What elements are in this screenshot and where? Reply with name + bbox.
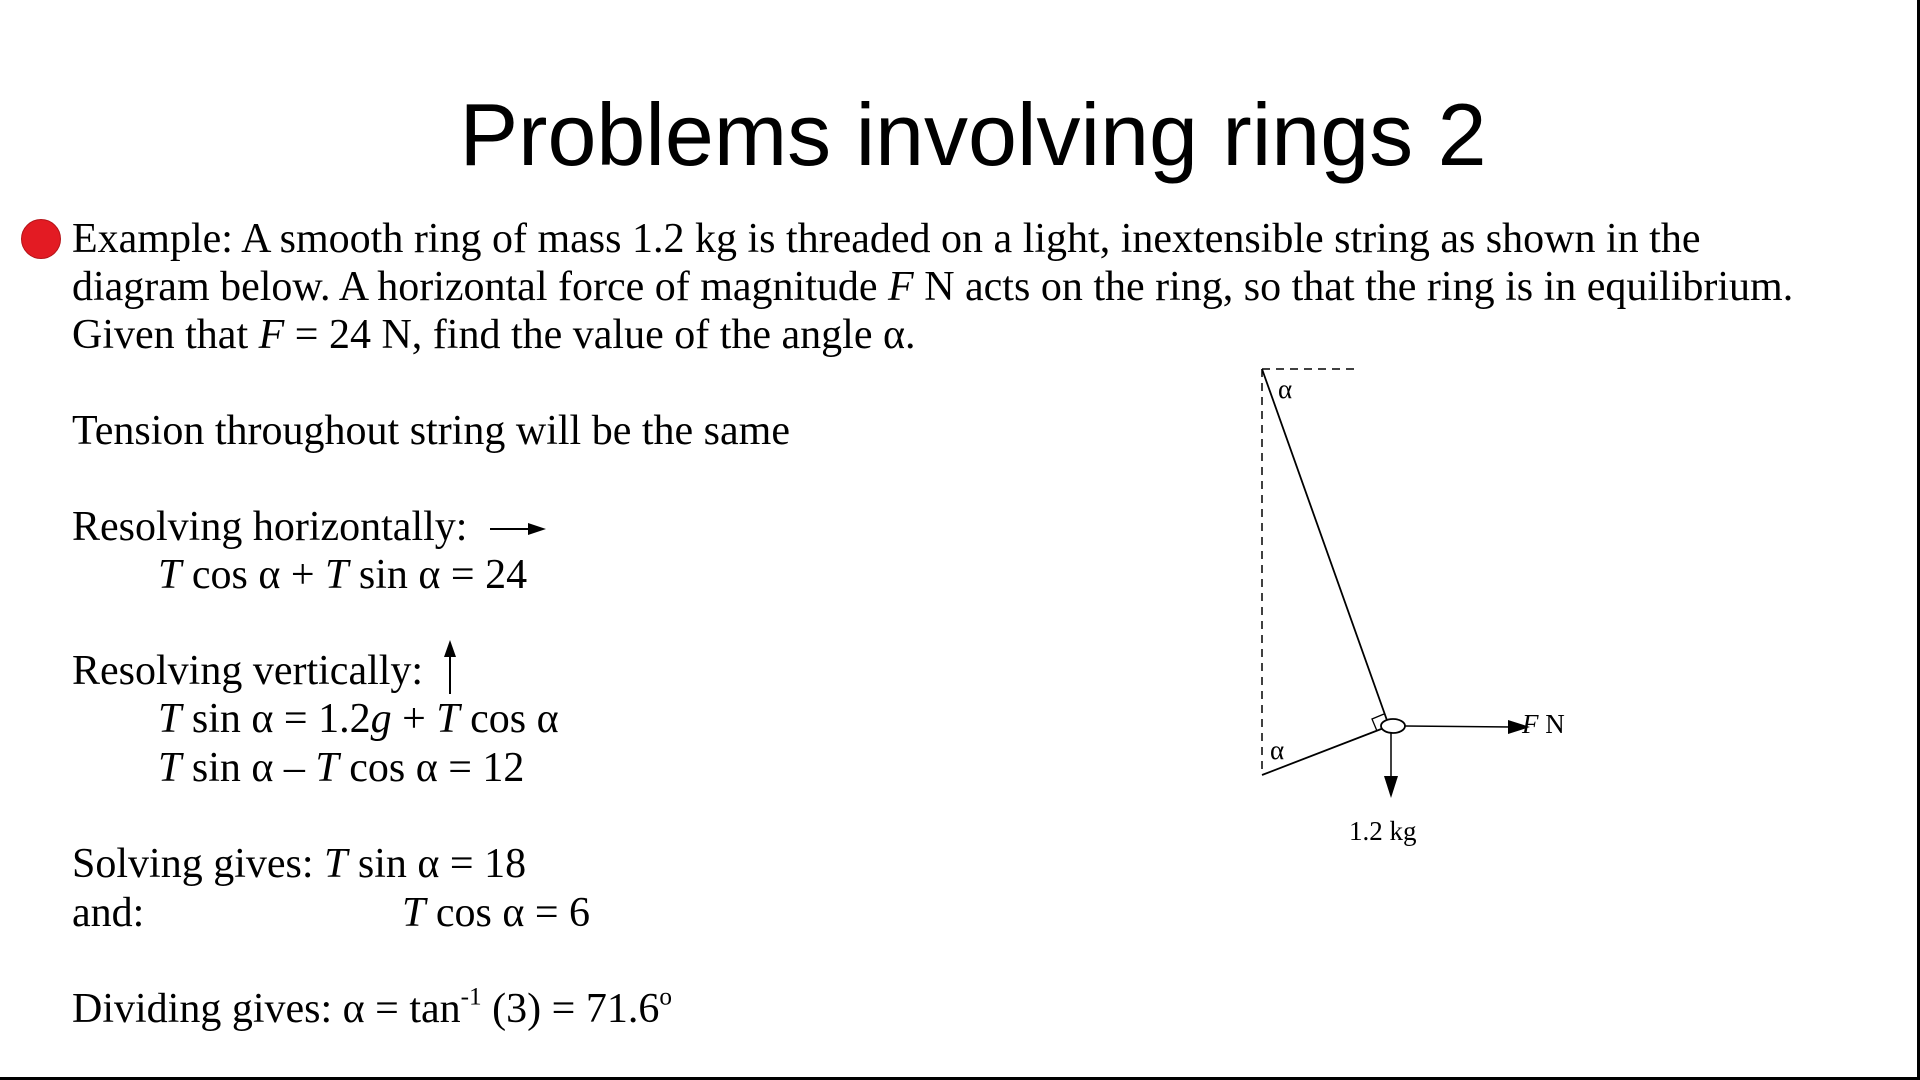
angle-label-top: α [1278,374,1293,404]
mass-label: 1.2 kg [1349,816,1417,846]
ring-diagram [1240,360,1660,860]
slide-title: Problems involving rings 2 [459,85,1487,184]
horizontal-equation: T cos α + T sin α = 24 [158,552,528,598]
tension-note: Tension throughout string will be the same [72,408,790,454]
and-line: and: T cos α = 6 [72,890,591,936]
red-bullet-icon [21,219,61,259]
horizontal-heading: Resolving horizontally: [72,504,468,550]
upper-string [1262,369,1389,726]
weight-arrow-head [1384,776,1398,798]
problem-line-3: Given that F = 24 N, find the value of the angle α. [72,312,916,358]
problem-line-1: Example: A smooth ring of mass 1.2 kg is threaded on a light, inextensible string as shown in the [72,216,1701,262]
ring [1381,719,1405,733]
right-arrow-icon [490,519,550,539]
dividing-line: Dividing gives: $\alpha = \tan^{-1} (3) = 71.6^o$ [72,983,672,1032]
force-label: F N [1522,709,1565,739]
angle-label-bottom: α [1270,735,1285,765]
ring-diagram-svg [1240,360,1660,860]
problem-statement [72,215,1907,359]
up-arrow-icon [440,640,460,696]
vertical-heading: Resolving vertically: [72,648,424,694]
problem-line-2: diagram below. A horizontal force of magnitude F N acts on the ring, so that the ring is in equilibrium. [72,264,1794,310]
vertical-equation-2: T sin α – T cos α = 12 [158,745,525,791]
vertical-equation-1: T sin α = 1.2g + T cos α [158,696,559,742]
force-arrow-shaft [1405,726,1512,727]
solving-line: Solving gives: T sin α = 18 [72,841,527,887]
